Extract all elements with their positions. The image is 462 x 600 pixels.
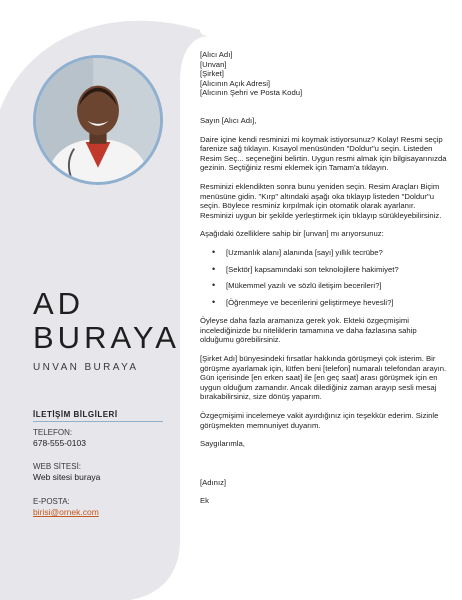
closing: Saygılarımla, bbox=[200, 439, 245, 449]
paragraph-3: Öyleyse daha fazla aramanıza gerek yok. Ekteki özgeçmişimi incelediğinizde bu niteliklerin tamamına ve daha fazlasına sahip olduğumu görebilirsiniz. bbox=[200, 316, 417, 345]
list-item: • [Sektör] kapsamındaki son teknolojilere hakimiyet? bbox=[200, 265, 448, 275]
address-line: [Şirket] bbox=[200, 69, 224, 79]
list-intro: Aşağıdaki özelliklere sahip bir [unvan] mı arıyorsunuz: bbox=[200, 229, 384, 239]
paragraph-5: Özgeçmişimi incelemeye vakit ayırdığınız için teşekkür ederim. Sizinle görüşmekten memnuniyet duyarım. bbox=[200, 411, 439, 430]
person-photo-icon bbox=[36, 58, 160, 182]
enclosure: Ek bbox=[200, 496, 209, 506]
website-value: Web sitesi buraya bbox=[33, 472, 101, 482]
signature: [Adınız] bbox=[200, 477, 227, 487]
contact-heading: İLETİŞİM BİLGİLERİ bbox=[33, 410, 118, 419]
list-item: • [Mükemmel yazılı ve sözlü iletişim becerileri?] bbox=[200, 281, 448, 291]
email-label: E-POSTA: bbox=[33, 497, 70, 506]
contact-divider bbox=[33, 421, 163, 422]
qualifications-list bbox=[200, 248, 448, 307]
profile-photo[interactable] bbox=[33, 55, 163, 185]
paragraph-4: [Şirket Adı] bünyesindeki fırsatlar hakkında görüşmeyi çok isterim. Bir görüşme ayarlamak için, lütfen beni [telefon] numaralı telefondan arayın. Gün içerisinde [en erken saat] ile [en geç saat] arası görüşmek için en uygun olduğum zamandır. Ancak dilediğiniz zaman arayıp sesli mesaj bırakabilirsiniz, size dönüş yaparım. bbox=[200, 354, 447, 402]
list-item: • [Öğrenmeye ve becerilerini geliştirmeye hevesli?] bbox=[200, 298, 448, 308]
address-line: [Unvan] bbox=[200, 59, 227, 69]
paragraph-2: Resminizi eklendikten sonra bunu yeniden seçin. Resim Araçları Biçim menüsüne gidin. "Kırp" altındaki aşağı oka tıklayıp listeden "Doldur"u seçin. Böylece resminiz kırpılmak için otomatik olarak ayarlanır. Resminizi uygun bir şekilde yerleştirmek için tıklayıp sürükleyebilirsiniz. bbox=[200, 181, 442, 220]
email-link[interactable]: birisi@ornek.com bbox=[33, 507, 99, 517]
paragraph-1: Daire içine kendi resminizi mi koymak istiyorsunuz? Kolay! Resmi seçip farenize sağ tıklayın. Kısayol menüsünden "Doldur"u seçin. Listeden Resim Seç... seçeneğini belirtin. Uygun resmi almak için bilgisayarınızda gezinin. Seçtiğiniz resmi eklemek için Tamam'a tıklayın. bbox=[200, 134, 447, 173]
salutation: Sayın [Alıcı Adı], bbox=[200, 115, 257, 125]
job-title: UNVAN BURAYA bbox=[33, 362, 139, 373]
address-line: [Alıcının Şehri ve Posta Kodu] bbox=[200, 88, 303, 98]
letter-body bbox=[200, 41, 448, 515]
list-item: • [Uzmanlık alanı] alanında [sayı] yıllık tecrübe? bbox=[200, 248, 448, 258]
name-line-2: BURAYA bbox=[33, 320, 180, 355]
address-line: [Alıcının Açık Adresi] bbox=[200, 78, 271, 88]
name-line-1: AD bbox=[33, 286, 85, 321]
phone-label: TELEFON: bbox=[33, 428, 73, 437]
website-label: WEB SİTESİ: bbox=[33, 462, 82, 471]
address-line: [Alıcı Adı] bbox=[200, 50, 233, 59]
phone-value: 678-555-0103 bbox=[33, 438, 86, 448]
